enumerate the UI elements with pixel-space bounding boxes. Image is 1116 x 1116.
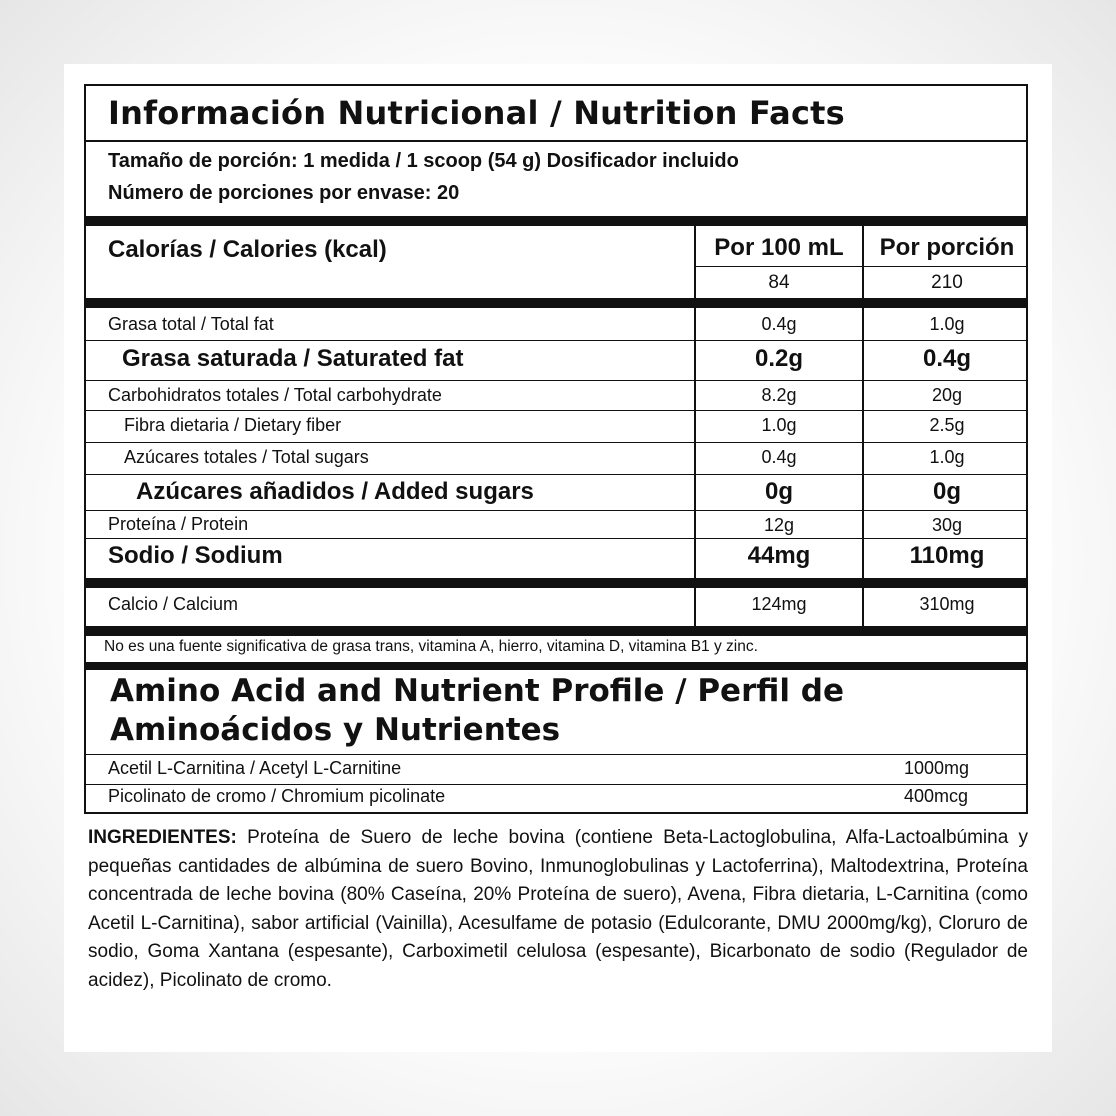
nutrient-per100: 0.4g (761, 447, 797, 467)
row-rule (86, 474, 1026, 475)
nutrient-label: Azúcares totales / Total sugars (124, 447, 369, 467)
servings-per-container: Número de porciones por envase: 20 (108, 182, 460, 204)
thick-divider (86, 662, 1026, 670)
nutrient-per100: 8.2g (761, 385, 797, 405)
amino-item-value: 1000mg (904, 758, 970, 778)
thick-divider (86, 626, 1026, 636)
row-rule (86, 510, 1026, 511)
nutrient-label: Calcio / Calcium (108, 594, 239, 614)
nutrient-label: Sodio / Sodium (108, 542, 283, 569)
nutrient-perserving: 1.0g (929, 314, 965, 334)
nutrient-label: Grasa saturada / Saturated fat (122, 345, 464, 372)
nutrient-perserving: 310mg (919, 594, 975, 614)
calories-per100: 84 (768, 272, 790, 293)
row-rule (86, 442, 1026, 443)
nutrient-label: Grasa total / Total fat (108, 314, 274, 334)
panel-title: Información Nutricional / Nutrition Facts (108, 94, 845, 132)
column-divider (862, 226, 864, 298)
nutrient-perserving: 110mg (909, 542, 985, 569)
nutrition-label-card (64, 64, 1052, 1052)
nutrition-facts-panel (84, 84, 1028, 814)
nutrient-perserving: 20g (931, 385, 963, 405)
row-rule (86, 380, 1026, 381)
nutrient-per100: 1.0g (761, 415, 797, 435)
calories-perserving: 210 (931, 272, 963, 293)
col-header-per100: Por 100 mL (714, 234, 844, 261)
nutrient-perserving: 1.0g (929, 447, 965, 467)
row-rule (86, 784, 1026, 785)
row-rule (86, 410, 1026, 411)
ingredients-heading: INGREDIENTES: (88, 827, 237, 848)
divider (86, 140, 1026, 142)
amino-profile-title (110, 672, 844, 750)
thick-divider (86, 578, 1026, 588)
row-rule (86, 340, 1026, 341)
header-rule (694, 266, 1026, 267)
ingredients-paragraph (88, 824, 1028, 995)
col-header-perserving: Por porción (879, 234, 1015, 261)
nutrient-perserving: 2.5g (929, 415, 965, 435)
nutrient-per100: 124mg (751, 594, 807, 614)
calories-label: Calorías / Calories (kcal) (108, 236, 387, 263)
nutrient-per100: 12g (763, 515, 795, 535)
amino-item-value: 400mcg (904, 786, 969, 806)
row-rule (86, 754, 1026, 755)
row-rule (86, 538, 1026, 539)
serving-size: Tamaño de porción: 1 medida / 1 scoop (54 g) Dosificador incluido (108, 150, 739, 172)
column-divider (694, 226, 696, 298)
nutrient-label: Fibra dietaria / Dietary fiber (124, 415, 342, 435)
nutrient-perserving: 30g (931, 515, 963, 535)
nutrient-per100: 0g (764, 478, 793, 505)
nutrient-label: Carbohidratos totales / Total carbohydrate (108, 385, 442, 405)
ingredients-text: Proteína de Suero de leche bovina (contiene Beta-Lactoglobulina, Alfa-Lactoalbúmina y pequeñas cantidades de albúmina de suero Bovino, Inmunoglobulinas y Lactoferrina), Maltodextrina, Proteína concentrada de leche bovina (80% Caseína, 20% Proteína de suero), Avena, Fibra dietaria, L-Carnitina (como Acetil L-Carnitina), sabor artificial (Vainilla), Acesulfame de potasio (Edulcorante, DMU 2000mg/kg), Cloruro de sodio, Goma Xantana (espesante), Carboximetil celulosa (espesante), Bicarbonato de sodio (Regulador de acidez), Picolinato de cromo. (88, 827, 1028, 991)
nutrient-per100: 0.4g (761, 314, 797, 334)
nutrient-per100: 0.2g (754, 345, 804, 372)
amino-title-line1: Amino Acid and Nutrient Profile / Perfil de (110, 673, 844, 709)
amino-item-label: Acetil L-Carnitina / Acetyl L-Carnitine (108, 758, 402, 778)
thick-divider (86, 216, 1026, 226)
footnote: No es una fuente significativa de grasa trans, vitamina A, hierro, vitamina D, vitamina B1 y zinc. (104, 638, 758, 655)
nutrient-label: Azúcares añadidos / Added sugars (136, 478, 534, 505)
amino-title-line2: Aminoácidos y Nutrientes (110, 712, 561, 748)
nutrient-label: Proteína / Protein (108, 514, 249, 534)
nutrient-per100: 44mg (747, 542, 811, 569)
amino-item-label: Picolinato de cromo / Chromium picolinate (108, 786, 446, 806)
thick-divider (86, 298, 1026, 308)
nutrient-perserving: 0.4g (922, 345, 972, 372)
nutrient-perserving: 0g (932, 478, 961, 505)
